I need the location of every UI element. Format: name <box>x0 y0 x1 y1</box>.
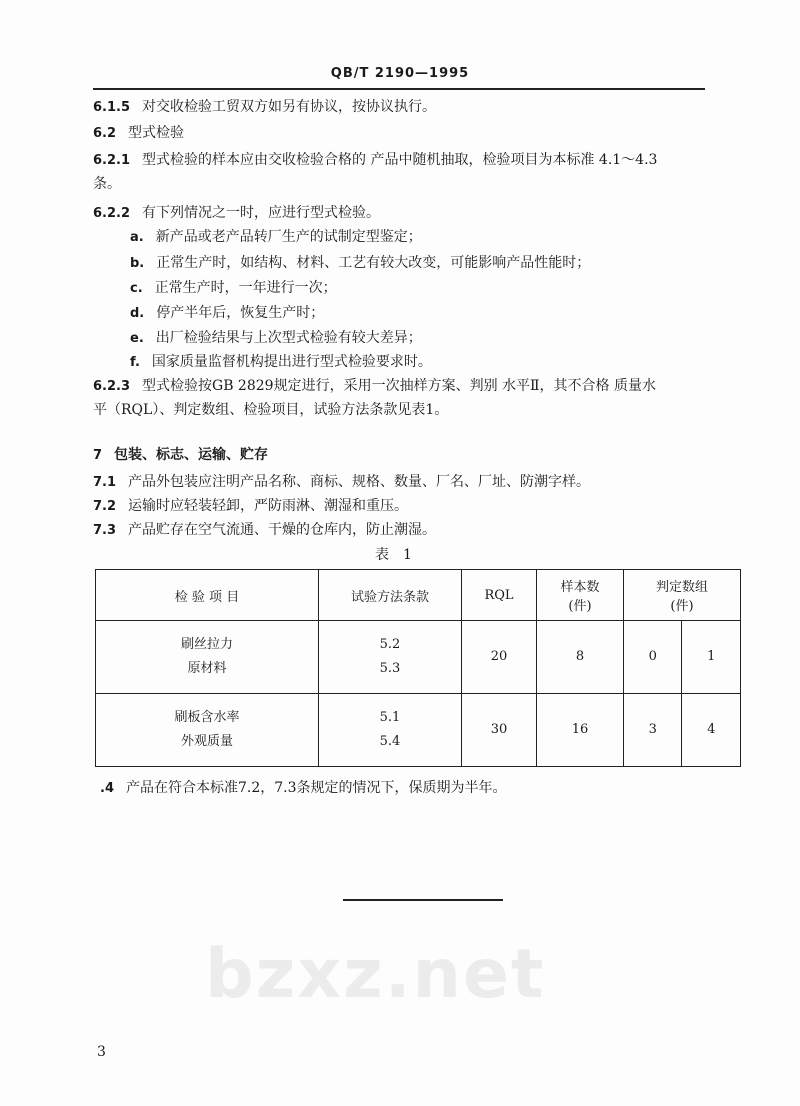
clause-line <box>130 352 432 373</box>
clause-text: 国家质量监督机构提出进行型式检验要求时。 <box>151 354 432 370</box>
rql: 20 <box>462 621 537 694</box>
col-header-item: 检 验 项 目 <box>96 570 319 621</box>
clause-line <box>130 227 422 248</box>
header-rule <box>93 88 705 90</box>
clause-number: f. <box>130 355 140 370</box>
watermark: bzxz.net <box>205 935 546 1014</box>
item: 刷板含水率 <box>174 710 240 725</box>
clause-number: 7 <box>93 448 103 463</box>
clause-text: 正常生产时，如结构、材料、工艺有较大改变，可能影响产品性能时； <box>156 255 591 271</box>
col-header-rql: RQL <box>462 570 537 621</box>
table-caption: 表 1 <box>375 547 412 563</box>
end-rule <box>343 899 503 901</box>
clause-text: 产品外包装应注明产品名称、商标、规格、数量、厂名、厂址、防潮字样。 <box>128 474 591 490</box>
sample-size: 8 <box>537 621 624 694</box>
clause-number: 6.2 <box>93 126 117 141</box>
clause-line <box>93 150 657 171</box>
table-row <box>96 694 741 767</box>
col-header-method: 试验方法条款 <box>319 570 462 621</box>
clause-number: 7.1 <box>93 475 117 490</box>
clause-text: 包装、标志、运输、贮存 <box>114 447 269 463</box>
clause-text: 产品在符合本标准7.2，7.3条规定的情况下，保质期为半年。 <box>125 780 507 796</box>
clause-line <box>93 376 656 397</box>
clause-line <box>130 303 324 324</box>
clause-line <box>93 445 268 466</box>
page-number: 3 <box>97 1044 106 1060</box>
clause-number: 6.2.2 <box>93 206 131 221</box>
clause-number: c. <box>130 281 143 296</box>
clause-text: 正常生产时，一年进行一次； <box>154 280 337 296</box>
clause-line <box>93 520 436 541</box>
reject-number: 4 <box>682 694 741 767</box>
clause-line <box>130 253 590 274</box>
standard-number-header: QB/T 2190—1995 <box>330 66 470 81</box>
col-header-sample: 样本数 (件) <box>537 570 624 621</box>
col-header-judgement: 判定数组 (件) <box>624 570 741 621</box>
clause-number: 6.1.5 <box>93 100 131 115</box>
clause-text: 型式检验 <box>128 125 185 141</box>
clause-line <box>130 278 337 299</box>
clause-7-4 <box>100 778 507 799</box>
clause-line <box>130 328 422 349</box>
clause-line <box>93 472 590 493</box>
clause-number: 6.2.3 <box>93 379 131 394</box>
clause-number: e. <box>130 331 144 346</box>
clause-text: 型式检验按GB 2829规定进行，采用一次抽样方案、判别 水平Ⅱ，其不合格 质量水 <box>142 378 656 394</box>
clause-number: .4 <box>100 781 114 796</box>
clause-number: 7.3 <box>93 523 117 538</box>
clause-text: 型式检验的样本应由交收检验合格的 产品中随机抽取，检验项目为本标准 4.1～4.3 <box>142 152 658 168</box>
clause-line <box>93 400 448 420</box>
clause-line <box>93 496 408 517</box>
clause-number: a. <box>130 230 144 245</box>
clause-text: 产品贮存在空气流通、干燥的仓库内，防止潮湿。 <box>128 522 437 538</box>
reject-number: 1 <box>682 621 741 694</box>
clause-text: 有下列情况之一时，应进行型式检验。 <box>142 205 381 221</box>
inspection-table <box>95 569 741 767</box>
accept-number: 0 <box>624 621 682 694</box>
clause-line <box>93 174 121 194</box>
clause-number: 7.2 <box>93 499 117 514</box>
method: 5.1 <box>379 710 401 725</box>
clause-text: 条。 <box>93 176 121 192</box>
clause-line <box>93 123 184 144</box>
clause-text: 平（RQL）、判定数组、检验项目，试验方法条款见表1。 <box>93 402 449 418</box>
clause-number: 6.2.1 <box>93 153 131 168</box>
item: 外观质量 <box>180 734 233 749</box>
clause-text: 停产半年后，恢复生产时； <box>156 305 325 321</box>
accept-number: 3 <box>624 694 682 767</box>
rql: 30 <box>462 694 537 767</box>
clause-line <box>93 203 380 224</box>
item: 原材料 <box>187 661 227 676</box>
clause-text: 运输时应轻装轻卸，严防雨淋、潮湿和重压。 <box>128 498 409 514</box>
clause-text: 对交收检验工贸双方如另有协议，按协议执行。 <box>142 99 437 115</box>
clause-line <box>93 97 436 118</box>
clause-text: 出厂检验结果与上次型式检验有较大差异； <box>155 330 422 346</box>
clause-number: d. <box>130 306 145 321</box>
sample-size: 16 <box>537 694 624 767</box>
table-row <box>96 621 741 694</box>
method: 5.4 <box>379 734 401 749</box>
item: 刷丝拉力 <box>180 637 233 652</box>
method: 5.3 <box>379 661 401 676</box>
clause-number: b. <box>130 256 145 271</box>
clause-text: 新产品或老产品转厂生产的试制定型鉴定； <box>155 229 422 245</box>
method: 5.2 <box>379 637 401 652</box>
